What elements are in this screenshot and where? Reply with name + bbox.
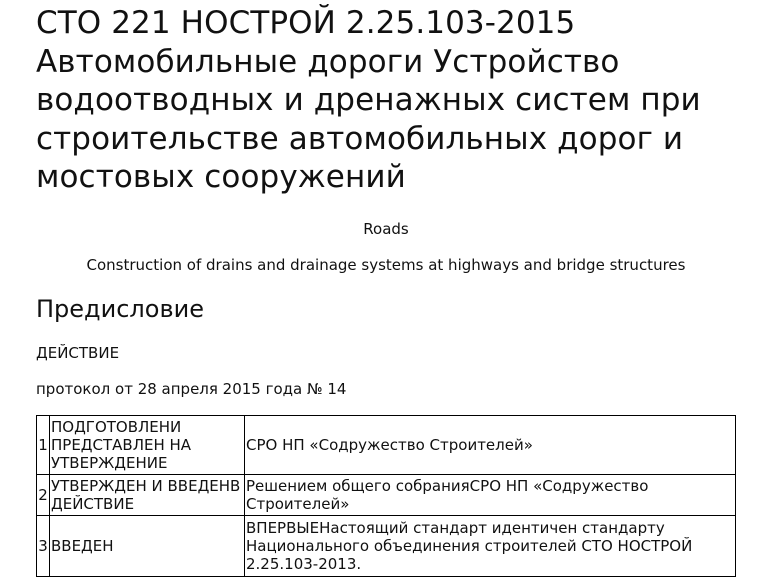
row-label: ПОДГОТОВЛЕНИ ПРЕДСТАВЛЕН НА УТВЕРЖДЕНИЕ [50,416,245,475]
row-number: 2 [37,475,50,516]
protocol-line: протокол от 28 апреля 2015 года № 14 [36,380,347,398]
table-row [37,416,736,475]
document-title: СТО 221 НОСТРОЙ 2.25.103-2015 Автомобильные дороги Устройство водоотводных и дренажных систем при строительстве автомобильных дорог и мостовых сооружений [36,5,701,195]
table-row [37,516,736,577]
english-subtitle: Construction of drains and drainage systems at highways and bridge structures [86,256,686,274]
row-value: ВПЕРВЫЕНастоящий стандарт идентичен стандарту Национального объединения строителей СТО НОСТРОЙ 2.25.103-2013. [245,516,736,577]
row-value: СРО НП «Содружество Строителей» [245,416,736,475]
row-label: УТВЕРЖДЕН И ВВЕДЕНВ ДЕЙСТВИЕ [50,475,245,516]
row-value: Решением общего собранияСРО НП «Содружество Строителей» [245,475,736,516]
document-page [36,0,736,573]
table-row [37,475,736,516]
preface-table [36,415,736,577]
status-label: ДЕЙСТВИЕ [36,344,120,362]
row-number: 3 [37,516,50,577]
row-number: 1 [37,416,50,475]
english-title: Roads [363,220,409,238]
section-heading: Предисловие [36,295,204,323]
row-label: ВВЕДЕН [50,516,245,577]
